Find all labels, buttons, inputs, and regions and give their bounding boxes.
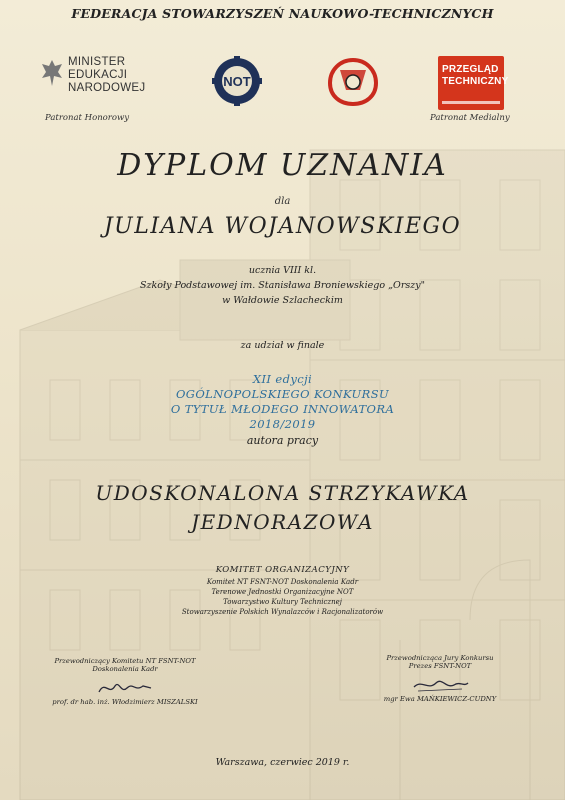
- student-of: ucznia VIII kl.: [248, 265, 317, 276]
- signatory-right-name: mgr Ewa MAŃKIEWICZ-CUDNY: [383, 695, 497, 703]
- contest-name-2: O TYTUŁ MŁODEGO INNOWATORA: [170, 402, 395, 416]
- participation-reason: za udział w finale: [240, 340, 325, 351]
- ministry-line-3: NARODOWEJ: [68, 82, 146, 94]
- honorary-patronage-label: Patronat Honorowy: [45, 113, 130, 123]
- recipient-name: JULIANA WOJANOWSKIEGO: [103, 214, 462, 239]
- signatory-right-role-1: Przewodnicząca Jury Konkursu: [386, 654, 494, 662]
- handwritten-signature-right: [410, 673, 470, 695]
- not-logo-label: NOT: [223, 74, 251, 89]
- committee-member: Komitet NT FSNT-NOT Doskonalenia Kadr: [206, 578, 359, 586]
- diploma-title: DYPLOM UZNANIA: [117, 148, 448, 183]
- media-patronage-label: Patronat Medialny: [430, 113, 510, 123]
- author-label: autora pracy: [246, 434, 319, 447]
- press-logo-line-1: PRZEGLĄD: [442, 64, 499, 75]
- handwritten-signature-left: [95, 676, 155, 698]
- press-logo-line-2: TECHNICZNY: [442, 76, 509, 87]
- contest-year: 2018/2019: [249, 417, 316, 431]
- not-logo: [212, 56, 262, 106]
- przeglad-techniczny-logo: [438, 56, 509, 110]
- committee-member: Towarzystwo Kultury Technicznej: [223, 598, 342, 606]
- signature-block-left: [40, 657, 210, 706]
- eagle-emblem-icon: [40, 58, 64, 88]
- signatory-left-role-2: Doskonalenia Kadr: [92, 665, 158, 673]
- signatory-left-name: prof. dr hab. inż. Włodzimierz MISZALSKI: [52, 698, 198, 706]
- work-title-line-2: JEDNORAZOWA: [191, 510, 374, 534]
- for-word: dla: [274, 196, 291, 207]
- contest-edition: XII edycji: [252, 372, 313, 386]
- school-line-1: Szkoły Podstawowej im. Stanisława Broniewskiego „Orszy": [140, 280, 425, 291]
- ministry-logo: [40, 56, 170, 102]
- place-and-date: Warszawa, czerwiec 2019 r.: [215, 757, 350, 768]
- federation-header: FEDERACJA STOWARZYSZEŃ NAUKOWO-TECHNICZNYCH: [71, 6, 494, 21]
- committee-heading: KOMITET ORGANIZACYJNY: [215, 565, 350, 575]
- fsnt-logo: [326, 56, 380, 108]
- ministry-line-1: MINISTER: [68, 56, 126, 68]
- signature-block-right: [355, 654, 525, 703]
- committee-member: Terenowe Jednostki Organizacyjne NOT: [211, 588, 354, 596]
- signatory-right-role-2: Prezes FSNT-NOT: [408, 662, 472, 670]
- signatory-left-role-1: Przewodniczący Komitetu NT FSNT-NOT: [54, 657, 196, 665]
- contest-name-1: OGÓLNOPOLSKIEGO KONKURSU: [175, 387, 390, 401]
- ministry-line-2: EDUKACJI: [68, 69, 128, 81]
- committee-member: Stowarzyszenie Polskich Wynalazców i Racjonalizatorów: [181, 608, 384, 616]
- school-line-2: w Wałdowie Szlacheckim: [222, 295, 343, 306]
- work-title-line-1: UDOSKONALONA STRZYKAWKA: [95, 481, 470, 505]
